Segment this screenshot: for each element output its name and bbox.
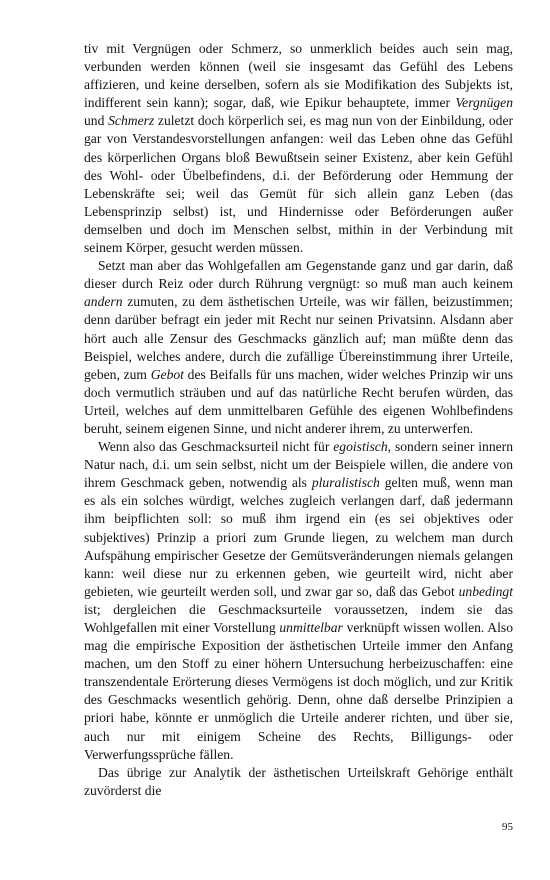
text-run: , sondern seiner innern Natur nach, d.i. um sein selbst, nicht um der Beispiele willen, die andere von ihrem Geschmack geben, notwendig als bbox=[84, 439, 513, 491]
italic-phrase: andern bbox=[84, 294, 123, 310]
text-run: Wenn also das Geschmacksurteil nicht für bbox=[98, 439, 334, 455]
page-body bbox=[84, 40, 513, 800]
italic-phrase: Schmerz bbox=[108, 113, 155, 129]
text-run: zuletzt doch körperlich sei, es mag nun von der Einbildung, oder gar von Verstandesvorstellungen anfangen: weil das Leben ohne das Gefühl des körperlichen Organs bloß Bewußtsein seiner Existenz, aber kein Gefühl des Wohl- oder Übelbefindens, d.i. der Beförderung oder Hemmung der Lebenskräfte sei; weil das Gemüt für sich allein ganz Leben (das Lebensprinzip selbst) ist, und Hindernisse oder Beförderungen außer demselben und doch im Menschen selbst, mithin in der Verbindung mit seinem Körper, gesucht werden müssen. bbox=[84, 113, 513, 256]
text-run: ist; dergleichen die Geschmacksurteile voraussetzen, indem sie das Wohlgefallen mit einer Vorstellung bbox=[84, 601, 513, 635]
text-run: verknüpft wissen wollen. Also mag die empirische Exposition der ästhetischen Urteile immer den Anfang machen, um den Stoff zu einer höhern Untersuchung herbeizuschaffen: eine transzendentale Erörterung dieses Vermögens ist doch möglich, und zur Kritik des Geschmacks wesentlich gehörig. Denn, ohne daß derselbe Prinzipien a priori habe, könnte er unmöglich die Urteile anderer richten, und über sie, auch nur mit einigem Scheine des Rechts, Billigungs- oder Verwerfungssprüche fällen. bbox=[84, 620, 513, 762]
body-paragraph bbox=[84, 257, 513, 438]
text-run: zumuten, zu dem ästhetischen Urteile, was wir fällen, beizustimmen; denn darüber befragt ein jeder mit Recht nur seinen Privatsinn. Alsdann aber hört auch alle Zensur des Geschmacks gänzlich auf; man müßte denn das Beispiel, welches andere, durch die zufällige Übereinstimmung ihrer Urteile, geben, zum bbox=[84, 294, 513, 382]
body-paragraph bbox=[84, 764, 513, 800]
italic-phrase: unbedingt bbox=[458, 583, 513, 599]
text-run: Setzt man aber das Wohlgefallen am Gegenstande ganz und gar darin, daß dieser durch Reiz oder durch Rührung vergnügt: so muß man auch keinem bbox=[84, 258, 513, 292]
italic-phrase: pluralistisch bbox=[311, 475, 380, 491]
italic-phrase: egoistisch bbox=[333, 439, 388, 455]
italic-phrase: Vergnügen bbox=[455, 95, 513, 111]
page-number: 95 bbox=[502, 821, 513, 833]
text-run: gelten muß, wenn man es als ein solches würdigt, welches zugleich verlangen darf, daß jedermann ihm beipflichten soll: so muß ihm irgend ein (es sei objektives oder subjektives) Prinzip a priori zum Grunde liegen, zu welchem man durch Aufspähung empirischer Gesetze der Gemütsveränderungen niemals gelangen kann: weil diese nur zu erkennen geben, wie geurteilt wird, nicht aber gebieten, wie geurteilt werden soll, und zwar gar so, daß das Gebot bbox=[84, 475, 513, 599]
italic-phrase: Gebot bbox=[150, 366, 184, 382]
text-run: Das übrige zur Analytik der ästhetischen Urteilskraft Gehörige enthält zuvörderst die bbox=[84, 764, 513, 798]
body-paragraph bbox=[84, 40, 513, 257]
body-paragraph bbox=[84, 438, 513, 764]
text-run: des Beifalls für uns machen, wider welches Prinzip wir uns doch vermutlich sträuben und auf das natürliche Recht berufen würden, das Urteil, welches auf dem unmittelbaren Gefühle des eigenen Wohlbefindens beruht, seinem eigenen Sinne, und nicht anderer ihrem, zu unterwerfen. bbox=[84, 366, 514, 436]
text-run: und bbox=[84, 113, 109, 129]
text-run: tiv mit Vergnügen oder Schmerz, so unmerklich beides auch sein mag, verbunden werden können (weil sie insgesamt das Gefühl des Lebens affizieren, und keine derselben, sofern als sie Modifikation des Subjekts ist, indifferent sein kann); sogar, daß, wie Epikur behauptete, immer bbox=[84, 41, 513, 111]
italic-phrase: unmittelbar bbox=[279, 620, 343, 635]
